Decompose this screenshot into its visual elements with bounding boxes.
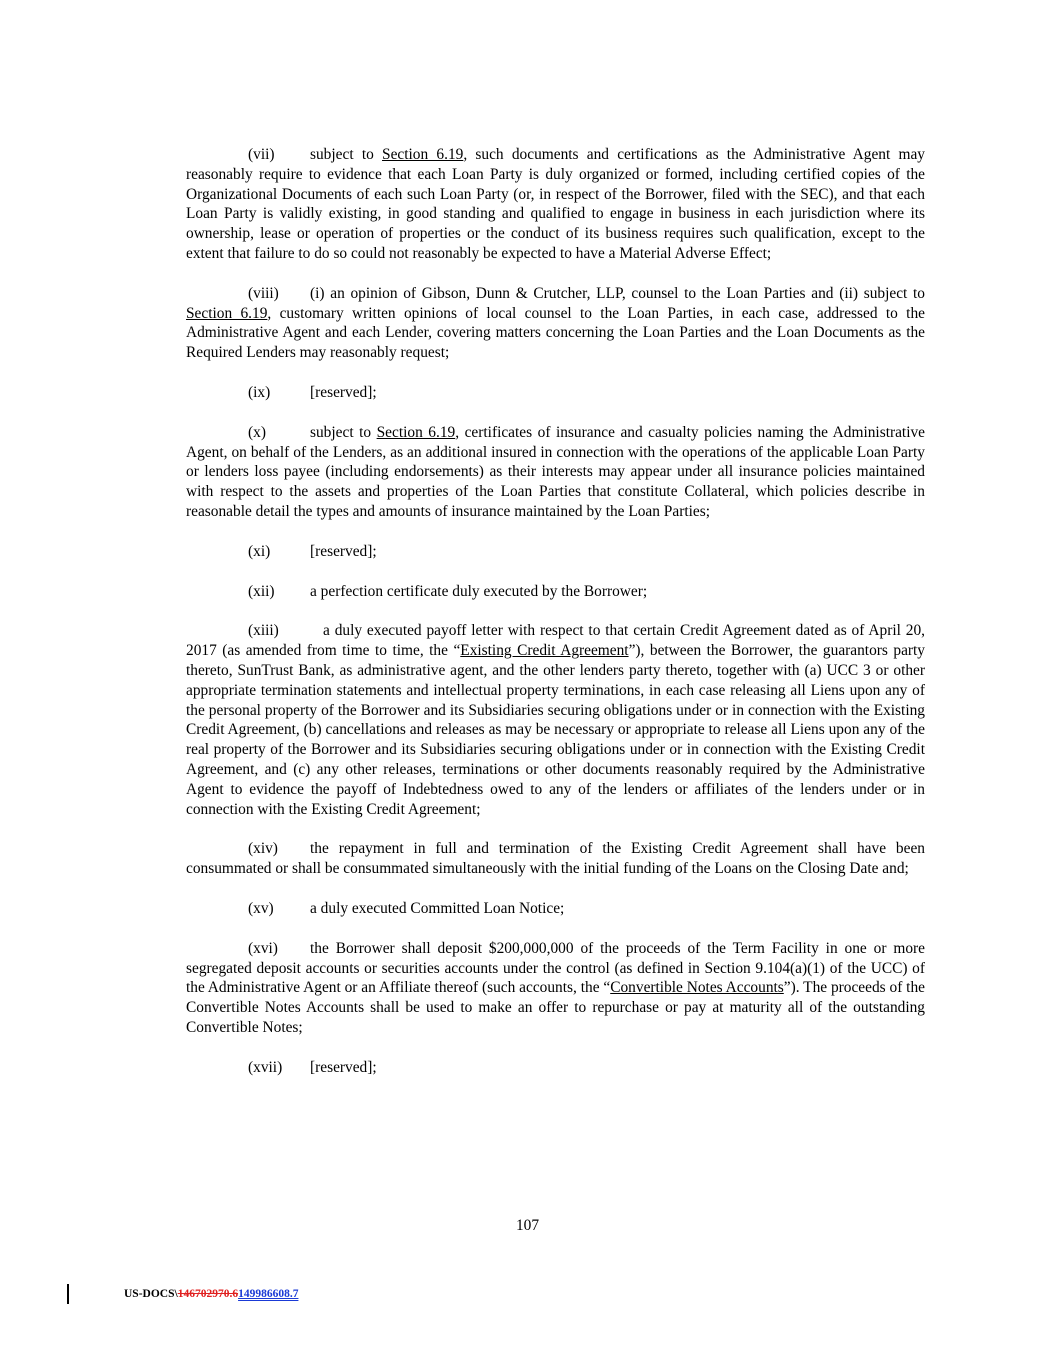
section-reference-link[interactable]: Section 6.19 — [186, 304, 268, 322]
clause-text: [reserved]; — [310, 542, 377, 560]
clause-text-post: , such documents and certifications as the Administrative Agent may reasonably require to evidence that each Loan Party is duly organized or formed, including certified copies of the Organizational Documents of each such Loan Party (or, in respect of the Borrower, filed with the SEC), and that each Loan Party is validly existing, in good standing and qualified to engage in business in each jurisdiction where its ownership, lease or operation of properties or the conduct of its business requires such qualification, except to the extent that failure to do so could not reasonably be expected to have a Material Adverse Effect; — [186, 146, 925, 262]
clause-text-post: , customary written opinions of local counsel to the Loan Parties, in each case, addressed to the Administrative Agent and each Lender, covering matters concerning the Loan Parties and the Loan Documents as the Required Lenders may reasonably request; — [186, 304, 925, 362]
clause-xv — [186, 899, 925, 919]
defined-term-existing-credit-agreement: Existing Credit Agreement — [460, 642, 629, 660]
clause-number: (xv) — [248, 899, 274, 917]
clause-number: (x) — [248, 423, 266, 441]
change-bar — [67, 1284, 69, 1304]
clause-xvii — [186, 1058, 925, 1078]
clause-number: (ix) — [248, 383, 271, 401]
clause-text-pre: a duly executed payoff letter with respect to that certain Credit Agreement dated as of April 20, 2017 (as amended from time to time, the “ — [186, 622, 925, 660]
clause-number: (xi) — [248, 542, 271, 560]
section-reference-link[interactable]: Section 6.19 — [376, 423, 456, 441]
clause-number: (xvi) — [248, 939, 278, 957]
clause-xiii — [186, 621, 925, 819]
clause-number: (xiii) — [248, 622, 279, 640]
document-body — [186, 145, 925, 1097]
clause-text: the repayment in full and termination of the Existing Credit Agreement shall have been consummated or shall be consummated simultaneously with the initial funding of the Loans on the Closing Date and; — [186, 840, 925, 878]
defined-term-convertible-notes-accounts: Convertible Notes Accounts — [610, 979, 784, 997]
clause-text: a perfection certificate duly executed by the Borrower; — [310, 582, 648, 600]
clause-text-pre: (i) an opinion of Gibson, Dunn & Crutcher, LLP, counsel to the Loan Parties and (ii) subject to — [310, 284, 925, 302]
clause-viii — [186, 284, 925, 363]
document-id-footer — [124, 1288, 298, 1300]
clause-xvi — [186, 939, 925, 1038]
clause-text-post: ”). The proceeds of the Convertible Notes Accounts shall be used to make an offer to repurchase or pay at maturity all of the outstanding Convertible Notes; — [186, 979, 925, 1036]
clause-vii — [186, 145, 925, 264]
clause-text-pre: the Borrower shall deposit $200,000,000 of the proceeds of the Term Facility in one or more segregated deposit accounts or securities accounts under the control (as defined in Section 9.104(a)(1) of the UCC) of the Administrative Agent or an Affiliate thereof (such accounts, the “ — [186, 939, 925, 997]
clause-number: (xii) — [248, 582, 275, 600]
doc-id-prefix: US-DOCS\ — [124, 1288, 178, 1300]
clause-text: [reserved]; — [310, 1058, 377, 1076]
clause-number: (xiv) — [248, 840, 278, 858]
page-number: 107 — [515, 1217, 540, 1234]
clause-number: (viii) — [248, 284, 279, 302]
section-reference-link[interactable]: Section 6.19 — [382, 146, 464, 163]
clause-ix — [186, 383, 925, 403]
clause-xi — [186, 542, 925, 562]
clause-x — [186, 423, 925, 522]
clause-text-post: ”), between the Borrower, the guarantors party thereto, SunTrust Bank, as administrative agent, and the other lenders party thereto, together with (a) UCC 3 or other appropriate termination statements and intellectual property terminations, in each case releasing all Liens upon any of the personal property of the Borrower and its Subsidiaries securing obligations under or in connection with the Existing Credit Agreement, (b) cancellations and releases as may be necessary or appropriate to release all Liens upon any of the real property of the Borrower and its Subsidiaries securing obligations under or in connection with the Existing Credit Agreement, and (c) any other releases, terminations or other documents reasonably required by the Administrative Agent to evidence the payoff of Indebtedness owed to any of the lenders or affiliates of the lenders under or in connection with the Existing Credit Agreement; — [186, 642, 925, 818]
clause-text: a duly executed Committed Loan Notice; — [310, 899, 565, 917]
clause-xii — [186, 582, 925, 602]
doc-id-inserted: 149986608.7 — [238, 1288, 299, 1300]
clause-text-post: , certificates of insurance and casualty policies naming the Administrative Agent, on behalf of the Lenders, as an additional insured in connection with the operations of the applicable Loan Party or lenders loss payee (including endorsements) as their interests may appear under all insurance policies maintained with respect to the assets and properties of the Loan Parties that constitute Collateral, which policies describe in reasonable detail the types and amounts of insurance maintained by the Loan Parties; — [186, 423, 925, 520]
clause-number: (vii) — [248, 146, 275, 163]
doc-id-deleted: 146702970.6 — [177, 1288, 239, 1300]
clause-text-pre: subject to — [310, 423, 377, 441]
clause-xiv — [186, 839, 925, 879]
clause-text: [reserved]; — [310, 383, 377, 401]
clause-text-pre: subject to — [310, 146, 383, 163]
clause-number: (xvii) — [248, 1058, 283, 1076]
